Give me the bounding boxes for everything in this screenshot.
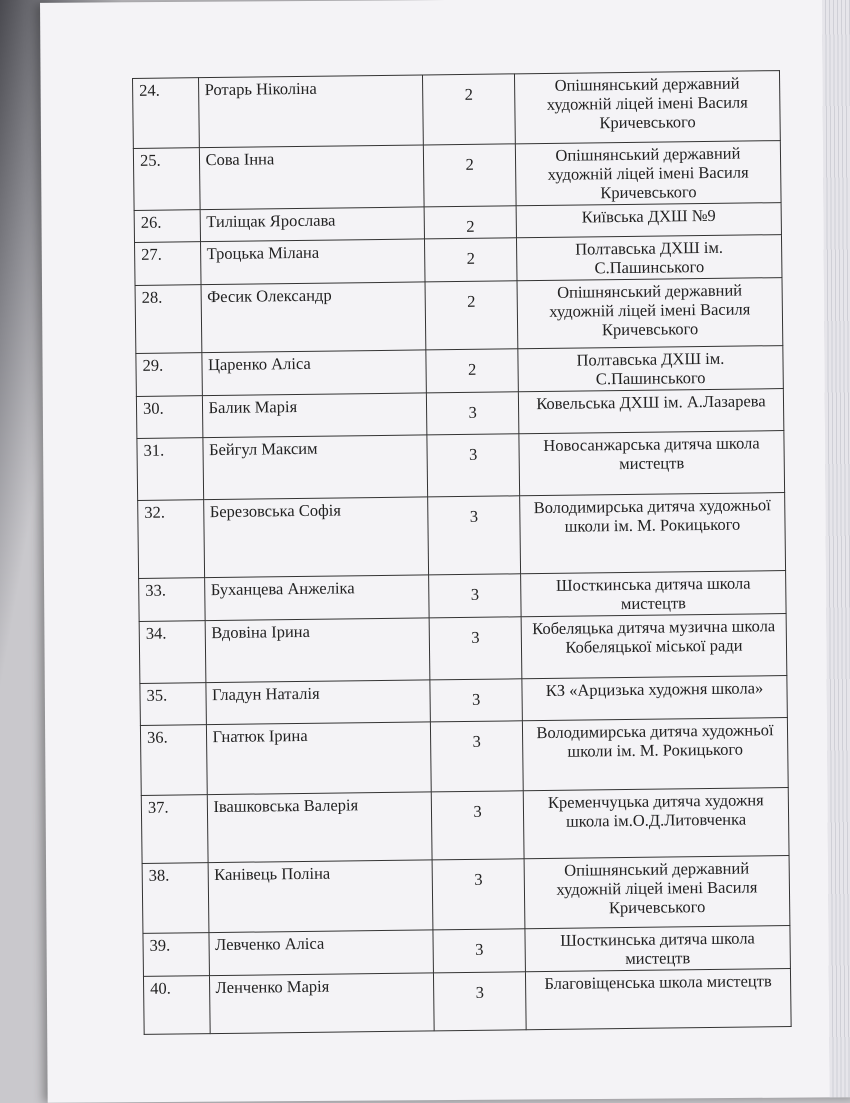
participant-name: Вдовіна Ірина [205, 618, 430, 683]
table-row [142, 856, 790, 934]
row-number: 24. [133, 78, 199, 149]
table-row [139, 614, 787, 684]
school-name: Опішнянський державний художній ліцей імені Василя Кричевського [514, 71, 780, 144]
grade: 3 [434, 972, 526, 1031]
participant-name: Гнатюк Ірина [206, 722, 432, 795]
row-number: 39. [143, 933, 209, 977]
participant-name: Канівець Поліна [208, 860, 434, 933]
table-row [133, 141, 781, 211]
participant-name: Буханцева Анжеліка [204, 575, 429, 621]
grade: 2 [423, 74, 516, 145]
school-name: Ковельська ДХШ ім. А.Лазарева [518, 389, 784, 434]
participant-name: Березовська Софія [203, 497, 429, 578]
school-name: КЗ «Арцизька художня школа» [522, 676, 788, 721]
participant-name: Івашковська Валерія [207, 792, 433, 863]
grade: 3 [428, 496, 521, 575]
row-number: 35. [140, 683, 206, 726]
row-number: 37. [141, 795, 207, 864]
row-number: 34. [139, 621, 205, 684]
school-name: Володимирська дитяча художньої школи ім. М. Рокицького [520, 493, 786, 574]
school-name: Кременчуцька дитяча художня школа ім.О.Д.Литовченка [523, 788, 789, 859]
table-row [135, 278, 783, 354]
participant-name: Ленченко Марія [209, 973, 434, 1034]
participant-name: Фесик Олександр [201, 282, 427, 353]
table-row [138, 493, 786, 579]
participants-table [132, 70, 792, 1035]
grade: 3 [433, 929, 525, 973]
grade: 2 [424, 206, 516, 239]
table-row [140, 718, 788, 796]
row-number: 33. [139, 578, 205, 622]
participant-name: Троцька Мілана [200, 239, 425, 285]
row-number: 30. [136, 396, 202, 439]
paper-stack-edge [822, 0, 850, 1097]
row-number: 32. [138, 500, 204, 579]
participant-name: Сова Інна [199, 145, 424, 210]
table-row [141, 788, 789, 864]
table-row [133, 71, 781, 149]
grade: 3 [429, 617, 521, 680]
grade: 3 [430, 679, 522, 722]
participant-name: Царенко Аліса [201, 350, 426, 396]
school-name: Шосткинська дитяча школа мистецтв [525, 926, 791, 972]
grade: 2 [424, 144, 516, 207]
row-number: 27. [135, 242, 201, 286]
row-number: 26. [134, 210, 200, 243]
grade: 3 [431, 791, 524, 860]
table-row [143, 969, 791, 1035]
row-number: 40. [143, 976, 209, 1035]
school-name: Шосткинська дитяча школа мистецтв [521, 571, 787, 617]
school-name: Опішнянський державний художній ліцей імені Василя Кричевського [515, 141, 781, 206]
school-name: Благовіщенська школа мистецтв [525, 969, 791, 1030]
participant-name: Балик Марія [202, 393, 427, 438]
row-number: 38. [142, 863, 208, 934]
school-name: Новосанжарська дитяча школа мистецтв [519, 431, 785, 496]
school-name: Кобеляцька дитяча музична школа Кобеляцької міської ради [521, 614, 787, 679]
grade: 3 [432, 859, 525, 930]
grade: 2 [426, 349, 518, 393]
grade: 3 [427, 434, 519, 497]
school-name: Опішнянський державний художній ліцей імені Василя Кричевського [524, 856, 790, 929]
school-name: Полтавська ДХШ ім. С.Пашинського [516, 235, 782, 281]
participant-name: Тиліщак Ярослава [200, 207, 425, 242]
row-number: 25. [133, 148, 199, 211]
school-name: Полтавська ДХШ ім. С.Пашинського [518, 346, 784, 392]
grade: 3 [427, 392, 519, 435]
row-number: 28. [135, 285, 201, 354]
participants-table-body [133, 71, 792, 1035]
row-number: 36. [140, 725, 206, 796]
grade: 2 [425, 281, 518, 350]
table-row [137, 431, 785, 501]
school-name: Опішнянський державний художній ліцей імені Василя Кричевського [517, 278, 783, 349]
row-number: 29. [136, 353, 202, 397]
row-number: 31. [137, 438, 203, 501]
school-name: Київська ДХШ №9 [516, 203, 781, 238]
participant-name: Бейгул Максим [202, 435, 427, 500]
participant-name: Ротарь Ніколіна [198, 75, 424, 148]
grade: 2 [425, 238, 517, 282]
participant-name: Гладун Наталія [205, 680, 430, 725]
grade: 3 [429, 574, 521, 618]
participant-name: Левченко Аліса [208, 930, 433, 976]
grade: 3 [431, 721, 524, 792]
school-name: Володимирська дитяча художньої школи ім. М. Рокицького [522, 718, 788, 791]
